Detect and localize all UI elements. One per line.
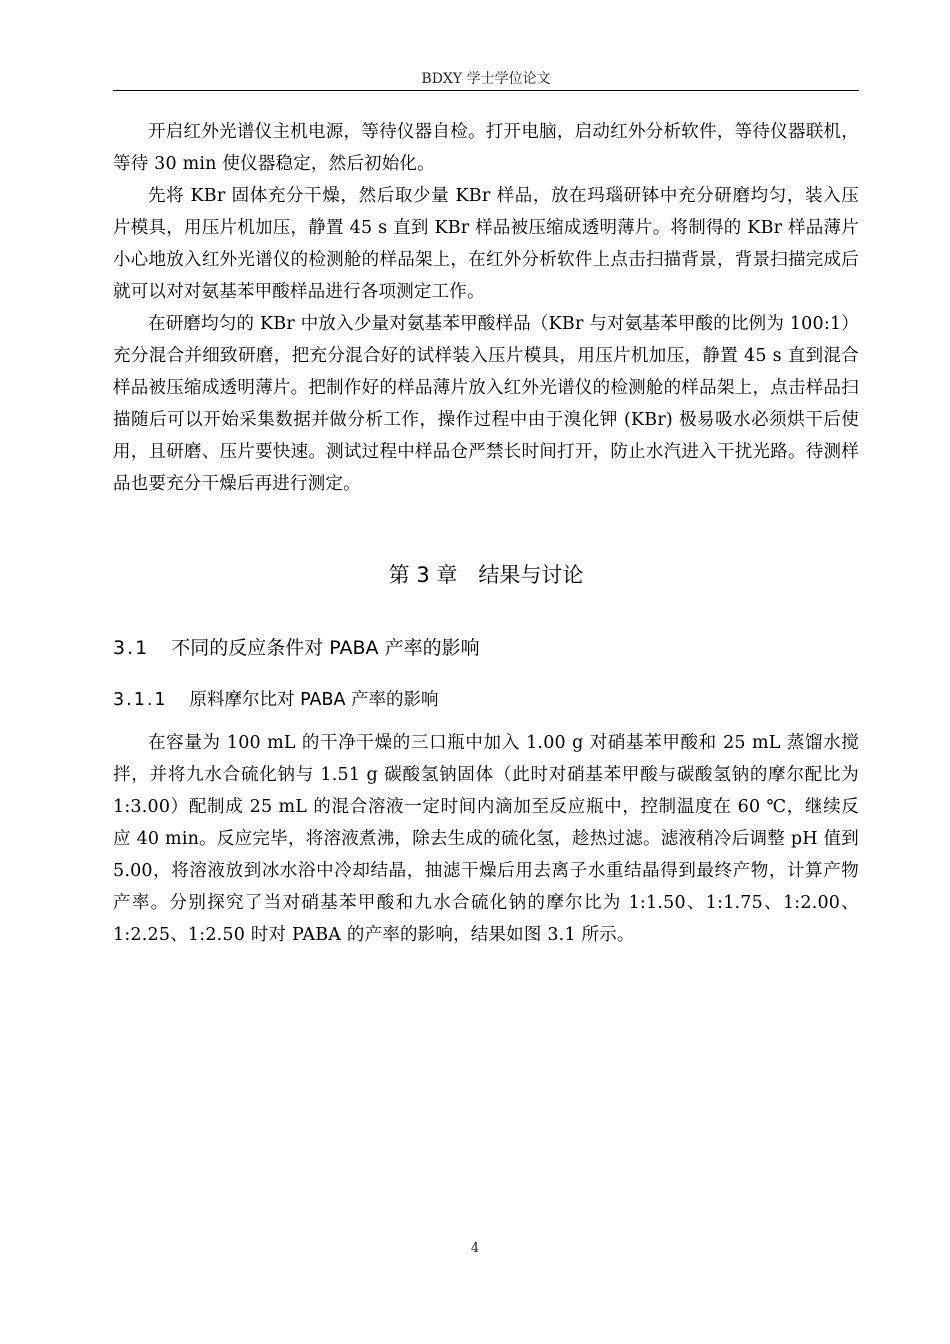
paragraph-background-scan: 先将 KBr 固体充分干燥，然后取少量 KBr 样品，放在玛瑙研钵中充分研磨均匀，装入压片模具，用压片机加压，静置 45 s 直到 KBr 样品被压缩成透明薄片。将制得的 KBr 样品薄片小心地放入红外光谱仪的检测舱的样品架上，在红外分析软件上点击扫描背景，背景扫描完成后就可以对对氨基苯甲酸样品进行各项测定工作。 [113, 186, 859, 302]
chapter-title: 第 3 章 结果与讨论 [388, 563, 584, 587]
page-number: 4 [470, 1241, 480, 1256]
section-3-1-1-body [113, 727, 859, 951]
section-heading-3-1 [113, 634, 480, 662]
section-heading-3-1-1 [113, 687, 439, 713]
paragraph-molar-ratio: 在容量为 100 mL 的干净干燥的三口瓶中加入 1.00 g 对硝基苯甲酸和 25 mL 蒸馏水搅拌，并将九水合硫化钠与 1.51 g 碳酸氢钠固体（此时对硝基苯甲酸与碳酸氢钠的摩尔配比为 1:3.00）配制成 25 mL 的混合溶液一定时间内滴加至反应瓶中，控制温度在 60 ℃，继续反应 40 min。反应完毕，将溶液煮沸，除去生成的硫化氢，趁热过滤。滤液稍冷后调整 pH 值到 5.00，将溶液放到冰水浴中冷却结晶，抽滤干燥后用去离子水重结晶得到最终产物，计算产物产率。分别探究了当对硝基苯甲酸和九水合硫化钠的摩尔比为 1:1.50、1:1.75、1:2.00、1:2.25、1:2.50 时对 PABA 的产率的影响，结果如图 3.1 所示。 [113, 733, 859, 945]
subsection-title: 原料摩尔比对 PABA 产率的影响 [189, 690, 439, 710]
paragraph-sample-prep: 在研磨均匀的 KBr 中放入少量对氨基苯甲酸样品（KBr 与对氨基苯甲酸的比例为 100:1）充分混合并细致研磨，把充分混合好的试样装入压片模具，用压片机加压，静置 45 s 直到混合样品被压缩成透明薄片。把制作好的样品薄片放入红外光谱仪的检测舱的样品架上，点击样品扫描随后可以开始采集数据并做分析工作，操作过程中由于溴化钾 (KBr) 极易吸水必须烘干后使用，且研磨、压片要快速。测试过程中样品仓严禁长时间打开，防止水汽进入干扰光路。待测样品也要充分干燥后再进行测定。 [113, 314, 859, 494]
intro-body [113, 116, 859, 500]
running-header: BDXY 学士学位论文 [113, 70, 859, 91]
section-number: 3.1 [113, 637, 150, 659]
paragraph-instrument-startup: 开启红外光谱仪主机电源，等待仪器自检。打开电脑，启动红外分析软件，等待仪器联机，等待 30 min 使仪器稳定，然后初始化。 [113, 122, 859, 174]
subsection-number: 3.1.1 [113, 690, 168, 710]
section-title: 不同的反应条件对 PABA 产率的影响 [171, 637, 480, 659]
